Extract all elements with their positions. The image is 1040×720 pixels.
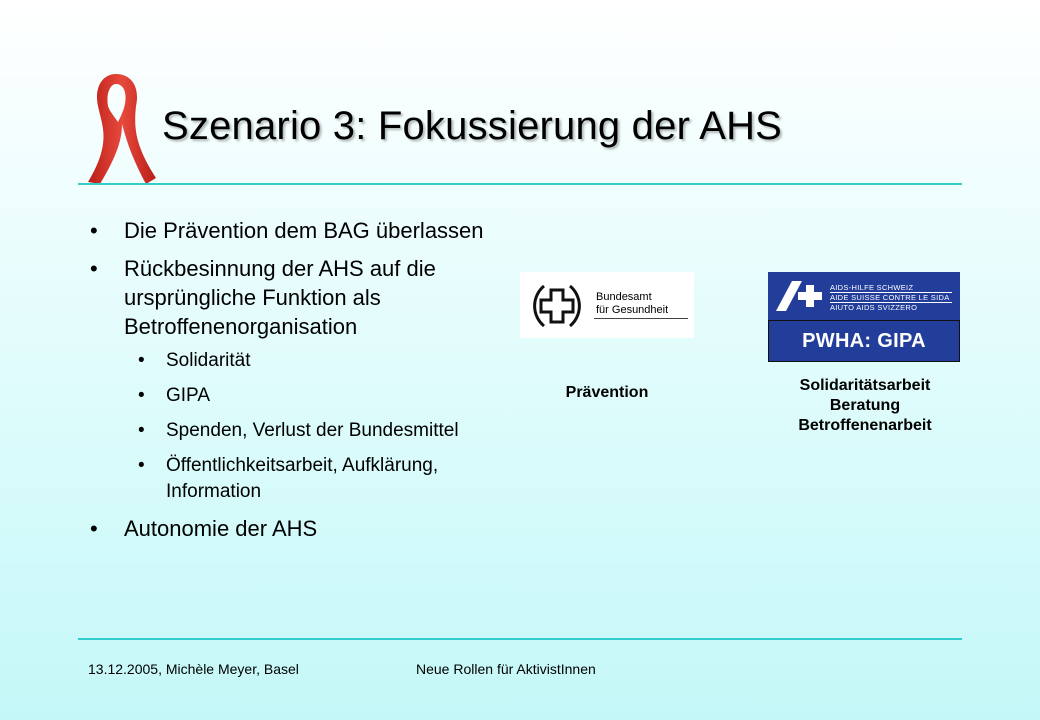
bag-logo-line1: Bundesamt bbox=[596, 291, 652, 303]
bullet-item bbox=[88, 254, 498, 505]
bag-logo-underline bbox=[594, 318, 688, 319]
sub-bullet-list bbox=[124, 348, 498, 505]
caption-ahs-roles bbox=[745, 376, 985, 436]
bullet-text: Rückbesinnung der AHS auf die ursprüngliche Funktion als Betroffenenorganisation bbox=[124, 256, 436, 339]
caption-praevention: Prävention bbox=[565, 384, 649, 401]
bullet-item bbox=[88, 514, 498, 543]
caption-line: Solidaritätsarbeit bbox=[799, 377, 931, 394]
caption-line: Betroffenenarbeit bbox=[798, 417, 932, 434]
bag-logo bbox=[520, 272, 694, 338]
footer-divider bbox=[78, 638, 962, 640]
bag-logo-line2: für Gesundheit bbox=[596, 304, 669, 316]
footer-date-author: 13.12.2005, Michèle Meyer, Basel bbox=[88, 661, 299, 677]
ahs-logo-line1: AIDS-HILFE SCHWEIZ bbox=[830, 283, 914, 292]
ahs-logo bbox=[768, 272, 960, 320]
swiss-cross-icon bbox=[526, 278, 588, 334]
bullet-text: Die Prävention dem BAG überlassen bbox=[124, 218, 484, 243]
slide-title: Szenario 3: Fokussierung der AHS bbox=[162, 104, 783, 148]
bullet-text: Autonomie der AHS bbox=[124, 516, 318, 541]
bullet-list bbox=[88, 216, 498, 552]
title-divider bbox=[78, 183, 962, 185]
ahs-logo-line2: AIDE SUISSE CONTRE LE SIDA bbox=[830, 293, 950, 302]
pwha-gipa-box: PWHA: GIPA bbox=[768, 320, 960, 362]
red-ribbon-icon bbox=[78, 68, 156, 186]
sub-bullet-item: • GIPA bbox=[124, 383, 498, 409]
sub-bullet-item: • Öffentlichkeitsarbeit, Aufklärung, Information bbox=[124, 453, 498, 505]
ahs-logo-icon bbox=[776, 279, 826, 313]
sub-bullet-item: • Solidarität bbox=[124, 348, 498, 374]
bullet-item bbox=[88, 216, 498, 245]
footer-presentation-title: Neue Rollen für AktivistInnen bbox=[416, 661, 596, 677]
sub-bullet-item: • Spenden, Verlust der Bundesmittel bbox=[124, 418, 498, 444]
ahs-logo-line3: AIUTO AIDS SVIZZERO bbox=[830, 303, 918, 312]
caption-line: Beratung bbox=[829, 397, 901, 414]
